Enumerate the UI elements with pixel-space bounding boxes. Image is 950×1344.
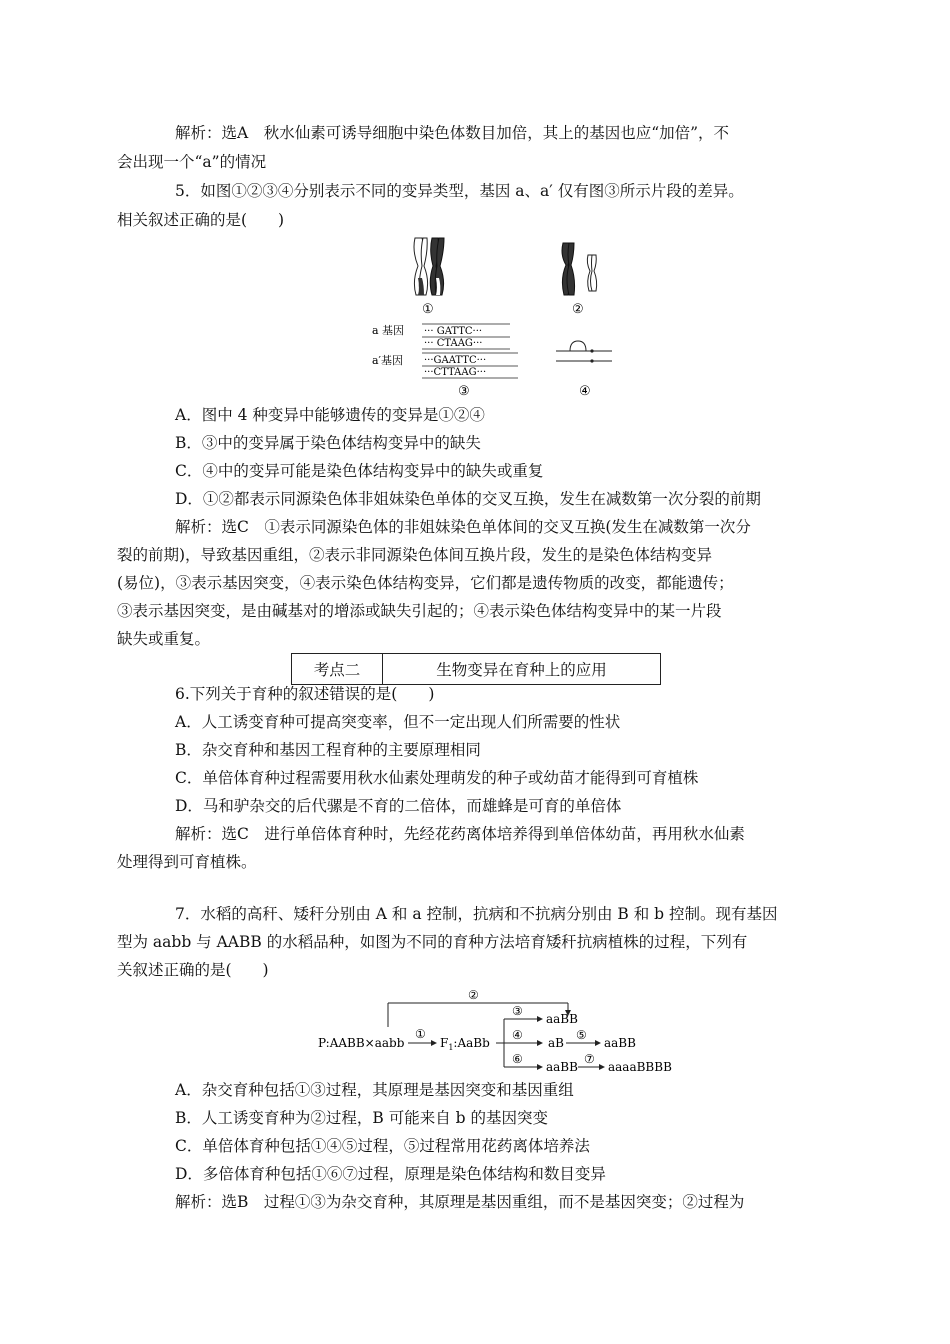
- option-b: B．人工诱变育种为②过程，B 可能来自 b 的基因突变: [175, 1109, 548, 1127]
- result-5: aaBB: [604, 1036, 636, 1050]
- option-d: D．多倍体育种包括①⑥⑦过程，原理是染色体结构和数目变异: [175, 1165, 606, 1183]
- f1-label: $F_1:AaBb$: [440, 1036, 490, 1052]
- loop-structure: [556, 341, 612, 363]
- section-header-table: [291, 653, 661, 685]
- chromosome-pair-1: [414, 238, 444, 295]
- option-d: D．马和驴杂交的后代骡是不育的二倍体，而雄蜂是可育的单倍体: [175, 797, 622, 815]
- option-a: A．杂交育种包括①③过程，其原理是基因突变和基因重组: [175, 1081, 574, 1099]
- result-4: aB: [548, 1036, 564, 1050]
- analysis-line: 解析：选B 过程①③为杂交育种，其原理是基因重组，而不是基因突变；②过程为: [175, 1193, 745, 1211]
- analysis-line: 裂的前期)，导致基因重组，②表示非同源染色体间互换片段，发生的是染色体结构变异: [117, 546, 713, 564]
- step-4-label: ④: [512, 1028, 523, 1042]
- option-b: B．③中的变异属于染色体结构变异中的缺失: [175, 434, 481, 452]
- analysis-line: 处理得到可育植株。: [117, 853, 257, 871]
- analysis-line: 解析：选C ①表示同源染色体的非姐妹染色单体间的交叉互换(发生在减数第一次分: [175, 518, 751, 536]
- result-3: aaBB: [546, 1012, 578, 1026]
- figure1-label-2: ②: [572, 302, 584, 317]
- chromosome-pair-2: [562, 243, 597, 295]
- analysis-line: 解析：选C 进行单倍体育种时，先经花药离体培养得到单倍体幼苗，再用秋水仙素: [175, 825, 745, 843]
- step-5-label: ⑤: [576, 1028, 587, 1042]
- result-6: aaBB: [546, 1060, 578, 1074]
- seq-a-bot: ··· CTAAG···: [424, 338, 483, 349]
- seq-ap-bot: ···CTTAAG···: [424, 367, 487, 378]
- breeding-flow-diagram: [316, 985, 676, 1077]
- figure1-label-1: ①: [422, 302, 434, 317]
- step-6-label: ⑥: [512, 1052, 523, 1066]
- analysis-line: (易位)，③表示基因突变，④表示染色体结构变异，它们都是遗传物质的改变，都能遗传；: [117, 574, 734, 592]
- option-b: B．杂交育种和基因工程育种的主要原理相同: [175, 741, 481, 759]
- option-a: A．图中 4 种变异中能够遗传的变异是①②④: [175, 406, 485, 424]
- option-c: C．④中的变异可能是染色体结构变异中的缺失或重复: [175, 462, 544, 480]
- question-6: 6.下列关于育种的叙述错误的是( ): [175, 685, 435, 703]
- question-5: 5．如图①②③④分别表示不同的变异类型，基因 a、a′ 仅有图③所示片段的差异。: [175, 182, 744, 200]
- option-a: A．人工诱变育种可提高突变率，但不一定出现人们所需要的性状: [175, 713, 621, 731]
- text-line: 关叙述正确的是( ): [117, 961, 269, 979]
- option-c: C．单倍体育种包括①④⑤过程，⑤过程常用花药离体培养法: [175, 1137, 590, 1155]
- a-prime-gene-label: a′基因: [372, 354, 404, 367]
- analysis-line: 缺失或重复。: [117, 630, 211, 648]
- step-1-label: ①: [415, 1027, 426, 1041]
- section-title: 生物变异在育种上的应用: [436, 661, 607, 679]
- section-label: 考点二: [292, 654, 383, 684]
- text-line: 会出现一个“a”的情况: [117, 153, 267, 171]
- seq-a-top: ··· GATTC···: [424, 326, 483, 337]
- figure1-label-3: ③: [458, 384, 470, 399]
- result-7: aaaaBBBB: [608, 1060, 672, 1074]
- step-7-label: ⑦: [584, 1052, 595, 1066]
- text-line: 相关叙述正确的是( ): [117, 211, 285, 229]
- text-line: 解析：选A 秋水仙素可诱导细胞中染色体数目加倍，其上的基因也应“加倍”，不: [175, 124, 730, 142]
- step-2-label: ②: [468, 988, 479, 1002]
- text-line: 型为 aabb 与 AABB 的水稻品种，如图为不同的育种方法培育矮秆抗病植株的过程，下列有: [117, 933, 748, 951]
- chromosome-variation-figure: [360, 233, 620, 403]
- seq-ap-top: ···GAATTC···: [424, 355, 487, 366]
- question-7: 7．水稻的高秆、矮秆分别由 A 和 a 控制，抗病和不抗病分别由 B 和 b 控制。现有基因: [175, 905, 778, 923]
- option-d: D．①②都表示同源染色体非姐妹染色单体的交叉互换，发生在减数第一次分裂的前期: [175, 490, 761, 508]
- parent-cross: P:AABB×aabb: [318, 1036, 405, 1050]
- option-c: C．单倍体育种过程需要用秋水仙素处理萌发的种子或幼苗才能得到可育植株: [175, 769, 699, 787]
- a-gene-label: a 基因: [372, 324, 405, 337]
- figure1-label-4: ④: [579, 384, 591, 399]
- step-3-label: ③: [512, 1004, 523, 1018]
- analysis-line: ③表示基因突变，是由碱基对的增添或缺失引起的；④表示染色体结构变异中的某一片段: [117, 602, 722, 620]
